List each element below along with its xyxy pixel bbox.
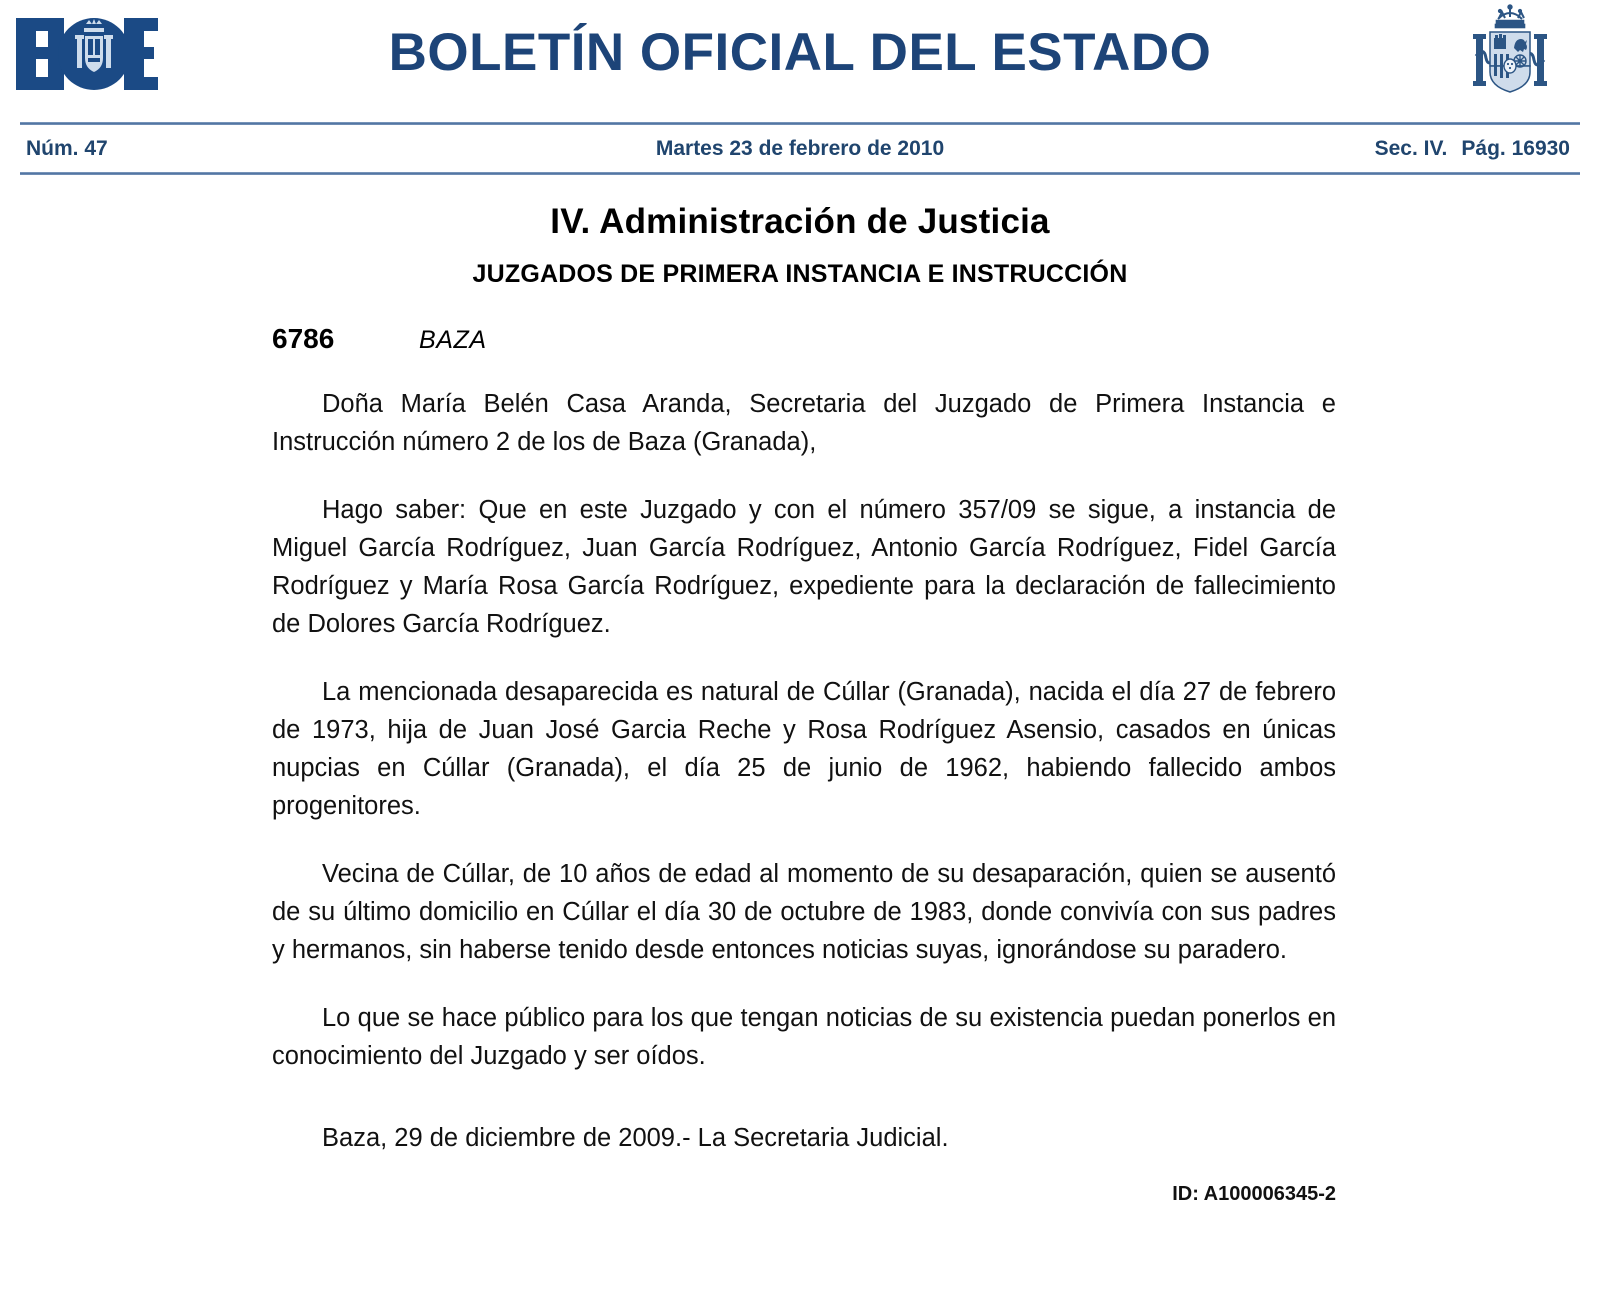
- section-page-info: [1375, 137, 1580, 161]
- signoff-line: Baza, 29 de diciembre de 2009.- La Secretaria Judicial.: [322, 1124, 949, 1152]
- masthead: [0, 0, 1600, 118]
- section-label: Sec. IV.: [1374, 137, 1448, 160]
- header-rule-top: [20, 122, 1580, 125]
- entry-place: BAZA: [419, 326, 487, 354]
- document-id: ID: A100006345-2: [1172, 1183, 1336, 1205]
- document-body: [0, 172, 1600, 1206]
- section-heading: IV. Administración de Justicia: [550, 202, 1050, 241]
- spain-coat-of-arms-icon: [1462, 4, 1558, 108]
- info-bar: [20, 128, 1580, 170]
- paragraph: La mencionada desaparecida es natural de Cúllar (Granada), nacida el día 27 de febrero de 1973, hija de Juan José Garcia Reche y Rosa Rodríguez Asensio, casados en únicas nupcias en Cúllar (Granada), el día 25 de junio de 1962, habiendo fallecido ambos progenitores.: [272, 678, 1336, 820]
- paragraph: Doña María Belén Casa Aranda, Secretaria del Juzgado de Primera Instancia e Instrucción número 2 de los de Baza (Granada),: [272, 390, 1336, 456]
- issue-number: Núm. 47: [26, 137, 108, 160]
- paragraph: Vecina de Cúllar, de 10 años de edad al momento de su desaparación, quien se ausentó de su último domicilio en Cúllar el día 30 de octubre de 1983, donde convivía con sus padres y hermanos, sin haberse tenido desde entonces noticias suyas, ignorándose su paradero.: [272, 860, 1336, 964]
- body-text: [272, 385, 1336, 1157]
- entry-header: [0, 323, 1600, 355]
- page-label: Pág. 16930: [1461, 137, 1570, 160]
- entry-number: 6786: [272, 323, 335, 354]
- page-title: BOLETÍN OFICIAL DEL ESTADO: [388, 23, 1212, 82]
- section-subheading: JUZGADOS DE PRIMERA INSTANCIA E INSTRUCCIÓN: [472, 260, 1128, 288]
- issue-date: Martes 23 de febrero de 2010: [655, 137, 945, 160]
- paragraph: Hago saber: Que en este Juzgado y con el número 357/09 se sigue, a instancia de Miguel García Rodríguez, Juan García Rodríguez, Antonio García Rodríguez, Fidel García Rodríguez y María Rosa García Rodríguez, expediente para la declaración de fallecimiento de Dolores García Rodríguez.: [272, 496, 1336, 638]
- paragraph: Lo que se hace público para los que tengan noticias de su existencia puedan ponerlos en conocimiento del Juzgado y ser oídos.: [272, 1004, 1336, 1070]
